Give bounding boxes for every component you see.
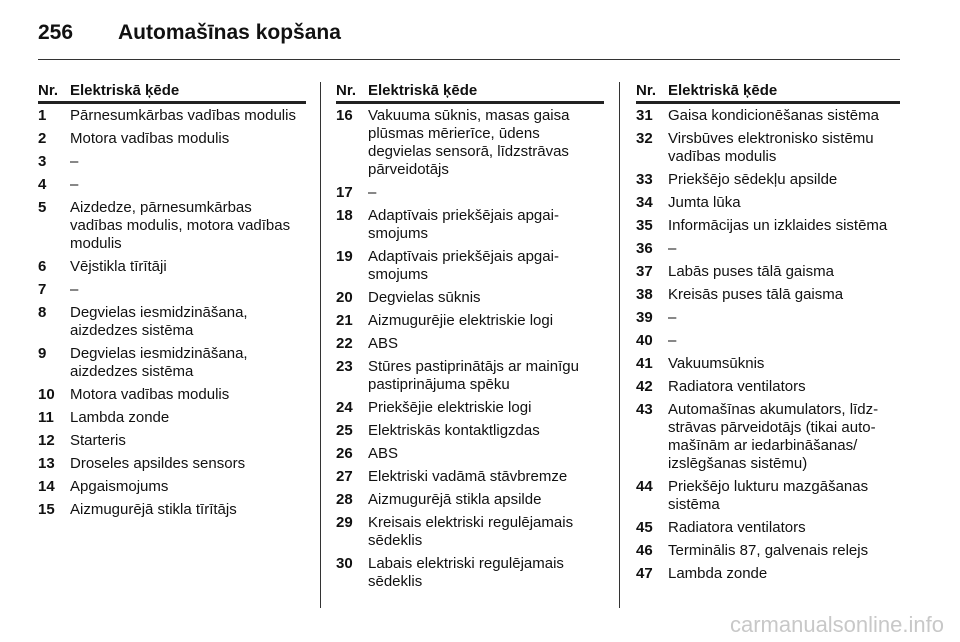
fuse-number: 44 — [636, 478, 653, 495]
circuit-name: Automašīnas akumulators, līdz-strāvas pārveidotājs (tikai auto-mašīnām ar iedarbināšanas/ izslēgšanas sistēmu) — [668, 401, 879, 472]
fuse-number: 5 — [38, 199, 47, 216]
table-row — [38, 455, 306, 473]
circuit-name: Degvielas sūknis — [368, 289, 481, 306]
circuit-name: Jumta lūka — [668, 194, 741, 211]
circuit-name: Priekšējie elektriskie logi — [368, 399, 532, 416]
circuit-name: Droseles apsildes sensors — [70, 455, 246, 472]
circuit-name: Lambda zonde — [668, 565, 768, 582]
fuse-number: 33 — [636, 171, 653, 188]
table-row — [636, 286, 900, 304]
circuit-name: Priekšējo sēdekļu apsilde — [668, 171, 838, 188]
header-nr: Nr. — [336, 82, 357, 99]
header-circuit: Elektriskā ķēde — [368, 82, 478, 99]
table-row — [336, 514, 604, 550]
fuse-number: 16 — [336, 107, 353, 124]
circuit-name: – — [70, 176, 79, 193]
circuit-name: Degvielas iesmidzināšana, aizdedzes sistēma — [70, 345, 248, 380]
table-row — [636, 263, 900, 281]
circuit-name: Aizmugurējā stikla apsilde — [368, 491, 542, 508]
circuit-name: Aizdedze, pārnesumkārbas vadības modulis, motora vadības modulis — [70, 199, 291, 252]
fuse-number: 17 — [336, 184, 353, 201]
fuse-number: 34 — [636, 194, 653, 211]
fuse-number: 3 — [38, 153, 47, 170]
fuse-number: 10 — [38, 386, 55, 403]
fuse-number: 42 — [636, 378, 653, 395]
circuit-name: Adaptīvais priekšējais apgai-smojums — [368, 248, 559, 283]
fuse-number: 27 — [336, 468, 353, 485]
table-row — [636, 309, 900, 327]
table-row — [38, 432, 306, 450]
fuse-number: 43 — [636, 401, 653, 418]
circuit-name: Radiatora ventilators — [668, 519, 806, 536]
circuit-name: – — [668, 240, 677, 257]
table-row — [38, 386, 306, 404]
circuit-name: – — [668, 309, 677, 326]
table-row — [636, 130, 900, 166]
circuit-name: – — [668, 332, 677, 349]
fuse-number: 41 — [636, 355, 653, 372]
fuse-number: 28 — [336, 491, 353, 508]
circuit-name: Starteris — [70, 432, 126, 449]
table-row — [636, 378, 900, 396]
table-row — [636, 332, 900, 350]
table-row — [38, 478, 306, 496]
fuse-number: 47 — [636, 565, 653, 582]
header-rule — [38, 59, 900, 60]
fuse-number: 14 — [38, 478, 55, 495]
fuse-number: 18 — [336, 207, 353, 224]
table-row — [636, 217, 900, 235]
circuit-name: Kreisās puses tālā gaisma — [668, 286, 844, 303]
circuit-name: – — [368, 184, 377, 201]
circuit-name: Lambda zonde — [70, 409, 170, 426]
fuse-number: 11 — [38, 409, 54, 426]
fuse-number: 4 — [38, 176, 47, 193]
fuse-number: 6 — [38, 258, 47, 275]
fuse-number: 21 — [336, 312, 353, 329]
table-row — [336, 468, 604, 486]
circuit-name: Vakuumsūknis — [668, 355, 765, 372]
table-row — [38, 153, 306, 171]
table-header — [636, 82, 900, 104]
table-row — [336, 248, 604, 284]
table-row — [636, 240, 900, 258]
circuit-name: Vējstikla tīrītāji — [70, 258, 167, 275]
fuse-number: 40 — [636, 332, 653, 349]
table-row — [336, 555, 604, 591]
page-header — [38, 18, 341, 48]
table-row — [336, 184, 604, 202]
circuit-name: Stūres pastiprinātājs ar mainīgu pastiprinājuma spēku — [368, 358, 579, 393]
fuse-number: 1 — [38, 107, 47, 124]
table-row — [38, 501, 306, 519]
circuit-name: Apgaismojums — [70, 478, 169, 495]
fuse-number: 31 — [636, 107, 653, 124]
circuit-name: Gaisa kondicionēšanas sistēma — [668, 107, 879, 124]
fuse-number: 24 — [336, 399, 353, 416]
circuit-name: ABS — [368, 335, 399, 352]
table-row — [336, 312, 604, 330]
column-separator — [320, 82, 321, 608]
fuse-number: 30 — [336, 555, 353, 572]
watermark-text: carmanualsonline.info — [729, 612, 944, 637]
fuse-number: 35 — [636, 217, 653, 234]
table-row — [38, 409, 306, 427]
header-circuit: Elektriskā ķēde — [70, 82, 180, 99]
fuse-table-column-3 — [636, 82, 900, 588]
table-row — [336, 358, 604, 394]
fuse-number: 37 — [636, 263, 653, 280]
fuse-number: 46 — [636, 542, 653, 559]
fuse-number: 2 — [38, 130, 47, 147]
fuse-number: 32 — [636, 130, 653, 147]
table-row — [336, 422, 604, 440]
circuit-name: Motora vadības modulis — [70, 386, 230, 403]
circuit-name: Elektriskās kontaktligzdas — [368, 422, 540, 439]
table-row — [636, 401, 900, 473]
fuse-number: 45 — [636, 519, 653, 536]
circuit-name: Radiatora ventilators — [668, 378, 806, 395]
page-number: 256 — [38, 21, 74, 44]
table-row — [38, 107, 306, 125]
circuit-name: Labais elektriski regulējamais sēdeklis — [368, 555, 564, 590]
table-row — [636, 107, 900, 125]
circuit-name: Aizmugurējā stikla tīrītājs — [70, 501, 237, 518]
circuit-name: Priekšējo lukturu mazgāšanas sistēma — [668, 478, 869, 513]
fuse-number: 20 — [336, 289, 353, 306]
circuit-name: Motora vadības modulis — [70, 130, 230, 147]
fuse-number: 39 — [636, 309, 653, 326]
table-row — [636, 478, 900, 514]
table-row — [38, 199, 306, 253]
fuse-number: 38 — [636, 286, 653, 303]
fuse-number: 22 — [336, 335, 353, 352]
page-title: Automašīnas kopšana — [118, 21, 341, 44]
table-row — [336, 335, 604, 353]
fuse-number: 13 — [38, 455, 55, 472]
table-row — [38, 176, 306, 194]
circuit-name: Labās puses tālā gaisma — [668, 263, 834, 280]
fuse-number: 26 — [336, 445, 353, 462]
circuit-name: Informācijas un izklaides sistēma — [668, 217, 888, 234]
fuse-number: 15 — [38, 501, 55, 518]
table-row — [38, 345, 306, 381]
fuse-table-column-1 — [38, 82, 306, 524]
header-nr: Nr. — [636, 82, 657, 99]
table-rows — [636, 107, 900, 583]
circuit-name: Vakuuma sūknis, masas gaisa plūsmas mērierīce, ūdens degvielas sensorā, līdzstrāvas pārveidotājs — [368, 107, 570, 178]
table-row — [636, 565, 900, 583]
fuse-number: 29 — [336, 514, 353, 531]
circuit-name: ABS — [368, 445, 399, 462]
fuse-number: 36 — [636, 240, 653, 257]
table-row — [336, 399, 604, 417]
table-row — [38, 130, 306, 148]
circuit-name: Terminālis 87, galvenais relejs — [668, 542, 869, 559]
table-row — [38, 304, 306, 340]
table-row — [636, 171, 900, 189]
circuit-name: Virsbūves elektronisko sistēmu vadības modulis — [668, 130, 874, 165]
table-row — [336, 107, 604, 179]
fuse-number: 8 — [38, 304, 47, 321]
table-row — [636, 542, 900, 560]
table-row — [636, 355, 900, 373]
fuse-number: 25 — [336, 422, 353, 439]
table-header — [336, 82, 604, 104]
table-row — [336, 445, 604, 463]
table-row — [38, 281, 306, 299]
fuse-number: 19 — [336, 248, 353, 265]
circuit-name: Aizmugurējie elektriskie logi — [368, 312, 554, 329]
fuse-number: 12 — [38, 432, 55, 449]
circuit-name: – — [70, 153, 79, 170]
fuse-number: 7 — [38, 281, 47, 298]
table-rows — [38, 107, 306, 519]
table-row — [336, 491, 604, 509]
table-rows — [336, 107, 604, 591]
circuit-name: Kreisais elektriski regulējamais sēdeklis — [368, 514, 574, 549]
table-row — [336, 207, 604, 243]
table-row — [636, 194, 900, 212]
circuit-name: – — [70, 281, 79, 298]
circuit-name: Elektriski vadāmā stāvbremze — [368, 468, 568, 485]
circuit-name: Adaptīvais priekšējais apgai-smojums — [368, 207, 559, 242]
table-header — [38, 82, 306, 104]
header-nr: Nr. — [38, 82, 59, 99]
circuit-name: Degvielas iesmidzināšana, aizdedzes sistēma — [70, 304, 248, 339]
table-row — [38, 258, 306, 276]
column-separator — [619, 82, 620, 608]
fuse-number: 23 — [336, 358, 353, 375]
header-circuit: Elektriskā ķēde — [668, 82, 778, 99]
table-row — [336, 289, 604, 307]
table-row — [636, 519, 900, 537]
circuit-name: Pārnesumkārbas vadības modulis — [70, 107, 296, 124]
fuse-number: 9 — [38, 345, 47, 362]
fuse-table-column-2 — [336, 82, 604, 596]
